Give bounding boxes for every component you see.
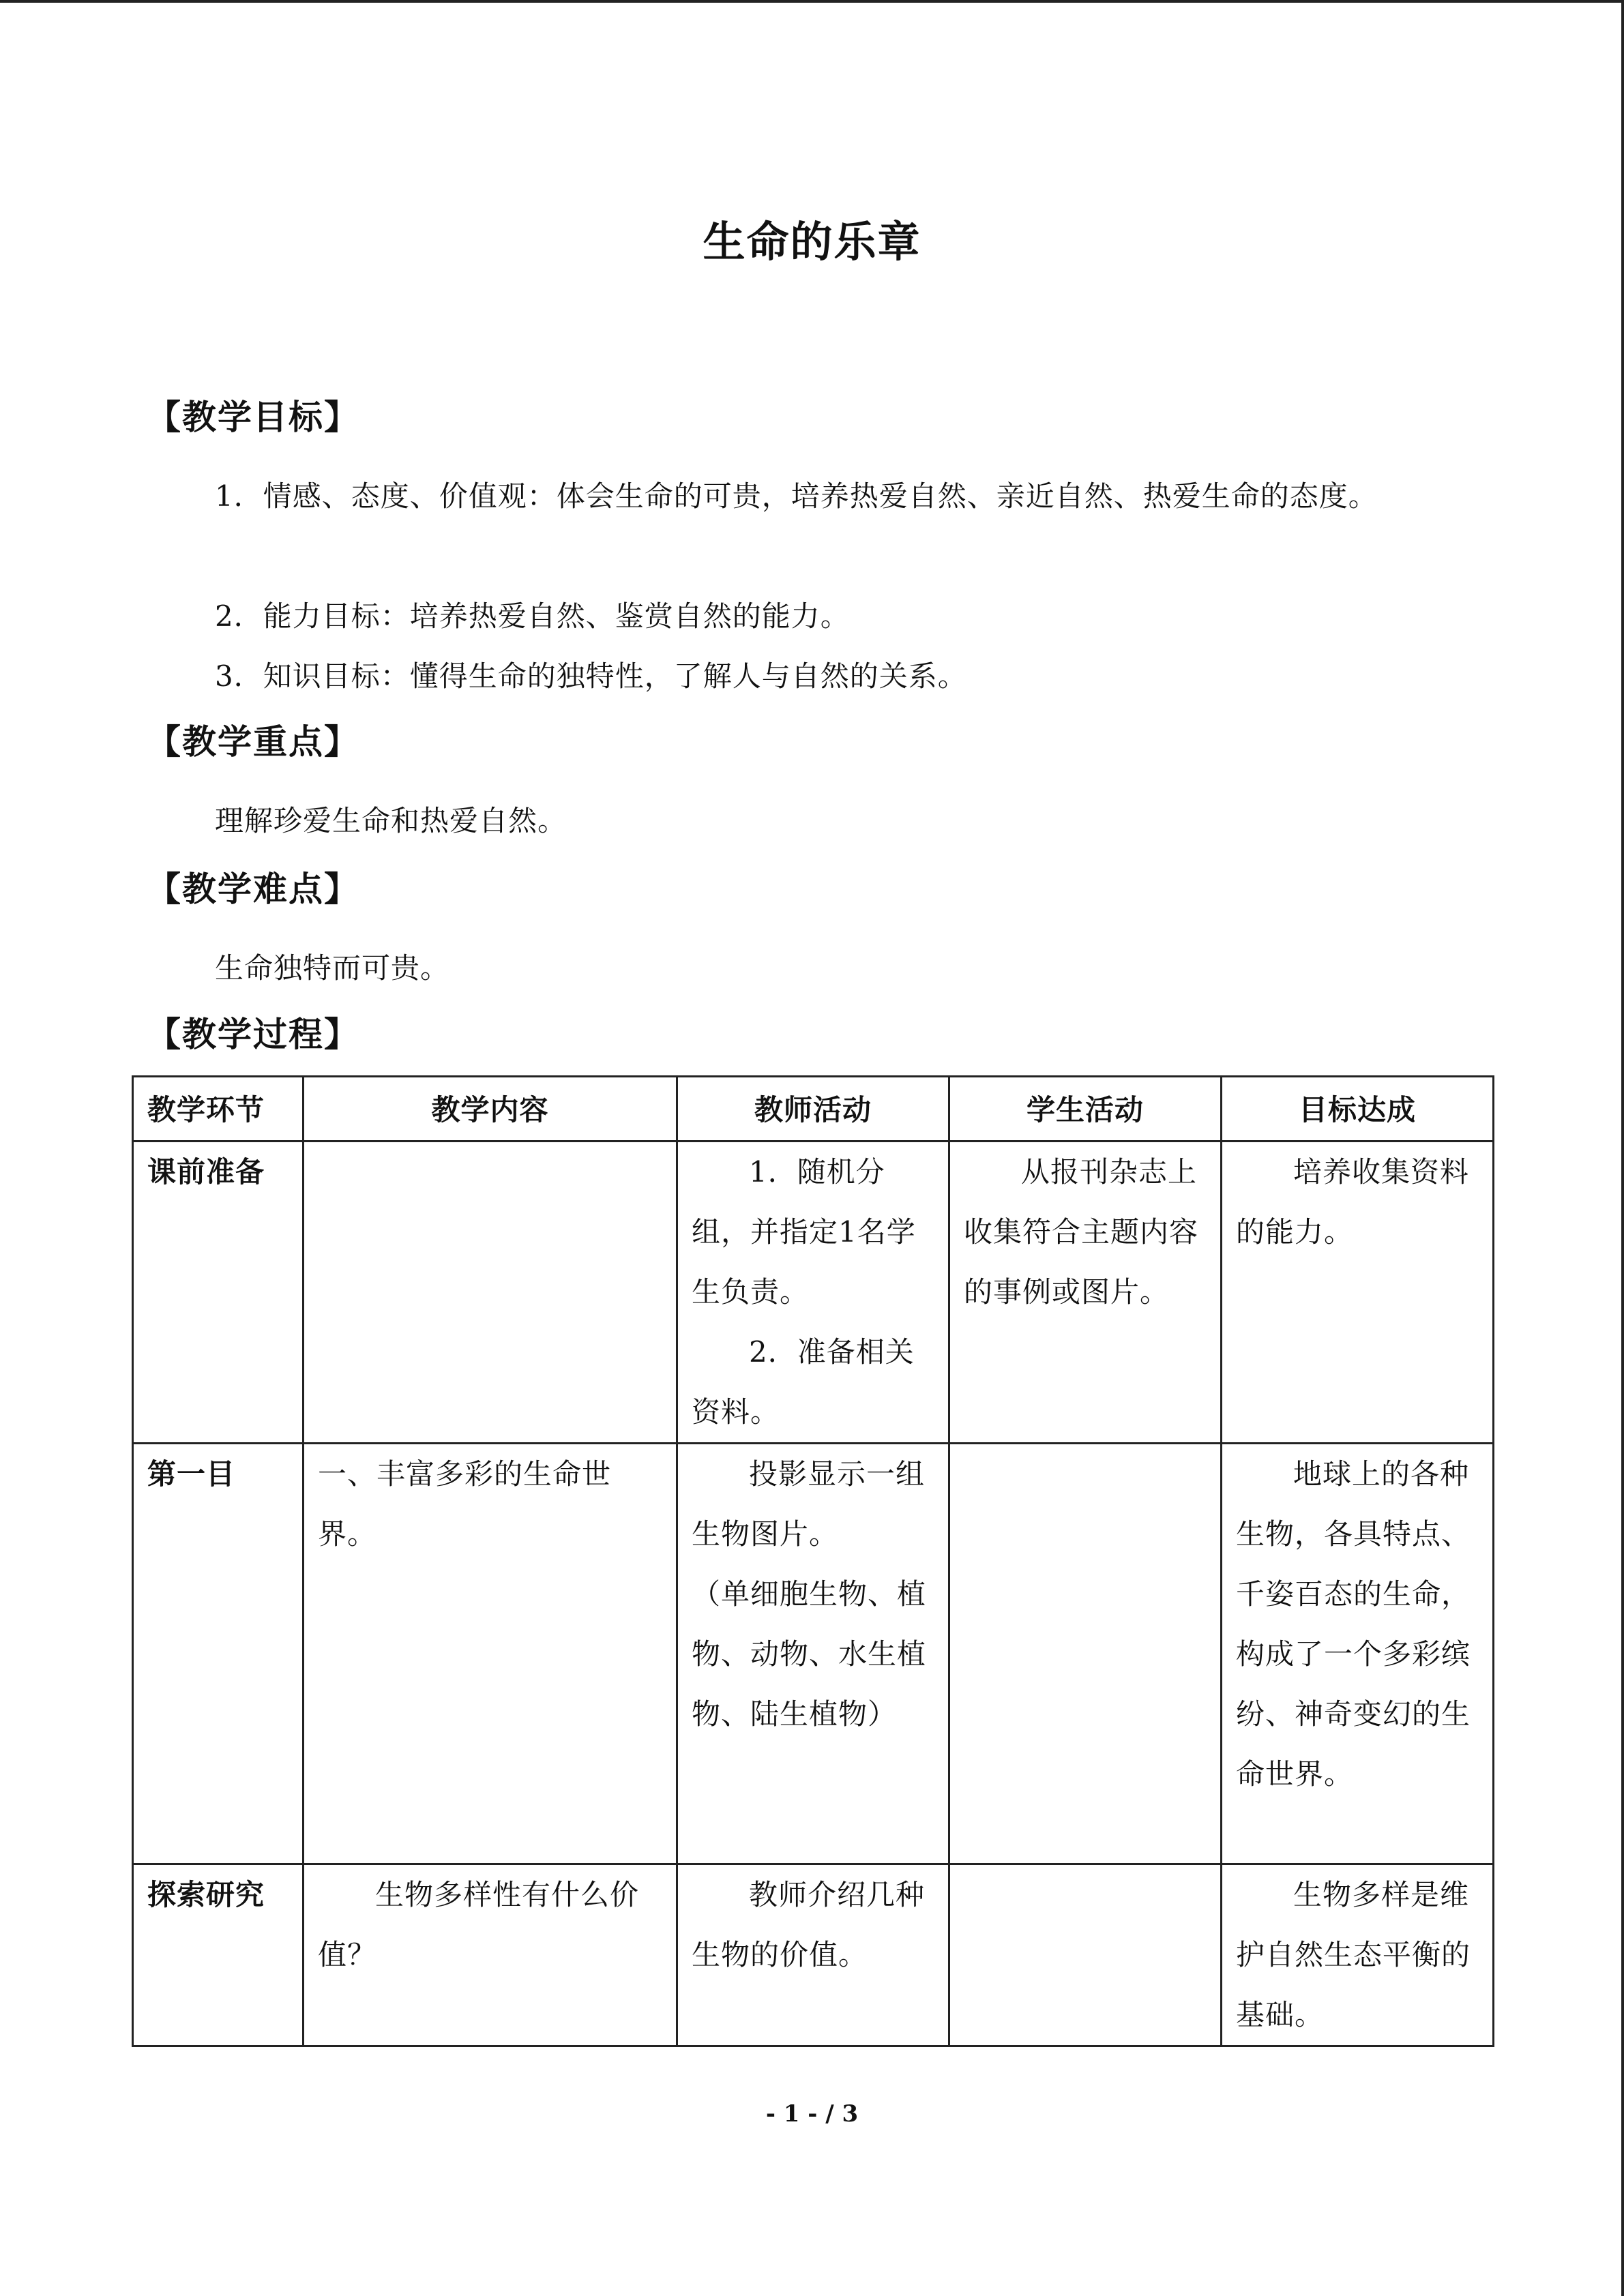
process-heading: 【教学过程】 — [147, 1015, 359, 1054]
row-1-content — [304, 1142, 677, 1444]
goal-item-1: 1．情感、态度、价值观：体会生命的可贵，培养热爱自然、亲近自然、热爱生命的态度。 — [215, 479, 1378, 513]
page-number: - 1 - / 3 — [765, 2100, 859, 2128]
row-1-goal — [1222, 1142, 1494, 1444]
key-points-text: 理解珍爱生命和热爱自然。 — [215, 804, 567, 837]
row-2-content — [304, 1444, 677, 1864]
row-2-teacher-2: （单细胞生物、植物、动物、水生植物、陆生植物） — [692, 1577, 927, 1731]
row-3-teacher-1: 教师介绍几种生物的价值。 — [692, 1878, 926, 1971]
row-2-teacher-1: 投影显示一组生物图片。 — [692, 1457, 926, 1551]
header-teacher: 教师活动 — [677, 1077, 949, 1142]
row-2-teacher — [677, 1444, 949, 1864]
page-border-right — [1621, 0, 1624, 2296]
difficulties-text: 生命独特而可贵。 — [215, 951, 450, 985]
row-1-student-text: 从报刊杂志上收集符合主题内容的事例或图片。 — [964, 1155, 1199, 1309]
row-3-goal — [1222, 1864, 1494, 2046]
key-points-heading: 【教学重点】 — [147, 722, 359, 762]
row-2-content-text: 一、丰富多彩的生命世界。 — [318, 1457, 612, 1551]
row-1-teacher-1: 1．随机分组，并指定1名学生负责。 — [692, 1155, 916, 1309]
row-1-goal-text: 培养收集资料的能力。 — [1236, 1155, 1470, 1249]
row-2-stage: 第一目 — [133, 1444, 304, 1864]
goals-heading: 【教学目标】 — [147, 398, 359, 437]
row-1-teacher-2: 2．准备相关资料。 — [692, 1335, 915, 1429]
row-3-content-text: 生物多样性有什么价值？ — [318, 1878, 640, 1971]
row-2-goal-text: 地球上的各种生物，各具特点、千姿百态的生命，构成了一个多彩缤纷、神奇变幻的生命世界。 — [1236, 1457, 1471, 1791]
table-row — [133, 1142, 1494, 1444]
row-3-student — [949, 1864, 1222, 2046]
header-goal: 目标达成 — [1222, 1077, 1494, 1142]
difficulties-heading: 【教学难点】 — [147, 869, 359, 909]
header-student: 学生活动 — [949, 1077, 1222, 1142]
document-title: 生命的乐章 — [703, 217, 921, 267]
row-3-goal-text: 生物多样是维护自然生态平衡的基础。 — [1236, 1878, 1471, 2031]
goal-item-3: 3．知识目标：懂得生命的独特性，了解人与自然的关系。 — [215, 659, 967, 693]
goal-item-2: 2．能力目标：培养热爱自然、鉴赏自然的能力。 — [215, 599, 850, 633]
row-1-student — [949, 1142, 1222, 1444]
table-header-row — [133, 1077, 1494, 1142]
table-row — [133, 1444, 1494, 1864]
teaching-process-table — [132, 1075, 1494, 2047]
row-1-stage: 课前准备 — [133, 1142, 304, 1444]
page-border-top — [0, 0, 1624, 3]
row-1-teacher — [677, 1142, 949, 1444]
row-2-goal — [1222, 1444, 1494, 1864]
table-row — [133, 1864, 1494, 2046]
row-2-student — [949, 1444, 1222, 1864]
row-3-content — [304, 1864, 677, 2046]
row-3-stage: 探索研究 — [133, 1864, 304, 2046]
header-content: 教学内容 — [304, 1077, 677, 1142]
header-stage: 教学环节 — [133, 1077, 304, 1142]
row-3-teacher — [677, 1864, 949, 2046]
